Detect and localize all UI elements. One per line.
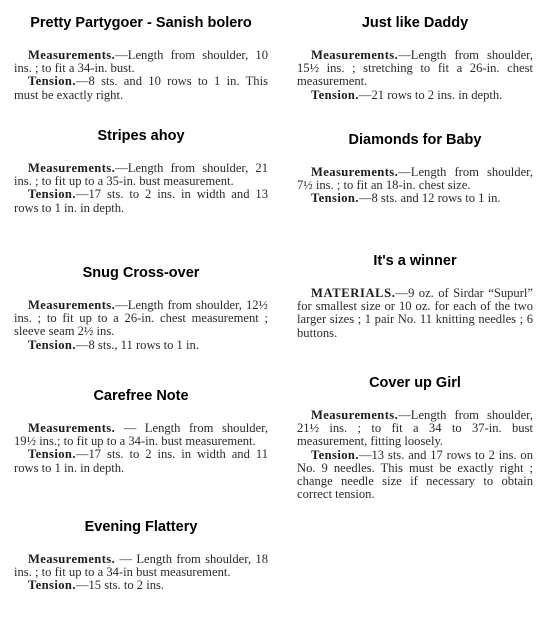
tension-text: —8 sts. and 10 rows to 1 in. This must be exactly right. — [14, 74, 268, 102]
tension-text: —8 sts., 11 rows to 1 in. — [75, 337, 199, 352]
pattern-its-a-winner — [297, 252, 533, 340]
measurements-text: —Length from shoulder, 10 ins. ; to fit a 34-in. bust. — [14, 48, 268, 76]
measurements-paragraph — [297, 166, 533, 192]
measurements-term: Measurements. — [311, 48, 399, 62]
measurements-paragraph — [14, 422, 268, 448]
tension-paragraph — [14, 339, 268, 352]
pattern-title: Snug Cross-over — [82, 265, 200, 281]
measurements-term: Measurements. — [28, 161, 116, 175]
tension-paragraph — [14, 188, 268, 214]
pattern-cover-up-girl — [297, 374, 533, 501]
tension-text: —17 sts. to 2 ins. in width and 11 rows to 1 in. in depth. — [14, 447, 268, 475]
materials-paragraph — [297, 287, 533, 340]
pattern-clipping — [14, 299, 268, 352]
tension-term: Tension. — [28, 447, 76, 462]
pattern-title: Pretty Partygoer - Sanish bolero — [30, 15, 252, 31]
tension-term: Tension. — [311, 191, 359, 206]
pattern-title: It's a winner — [373, 253, 457, 269]
measurements-paragraph — [297, 49, 533, 89]
tension-term: Tension. — [311, 87, 359, 102]
tension-term: Tension. — [28, 74, 76, 89]
measurements-term: Measurements. — [311, 165, 399, 179]
measurements-paragraph — [14, 299, 268, 339]
pattern-title: Stripes ahoy — [97, 128, 185, 144]
tension-text: —8 sts. and 12 rows to 1 in. — [358, 191, 501, 206]
tension-paragraph — [14, 579, 268, 592]
measurements-text: —Length from shoulder, 7½ ins. ; to fit an 18-in. chest size. — [297, 165, 533, 193]
pattern-clipping — [297, 409, 533, 501]
measurements-text: —Length from shoulder, 12½ ins. ; to fit up to a 26-in. chest measurement ; sleeve seam 2½ ins. — [14, 298, 268, 339]
tension-text: —15 sts. to 2 ins. — [75, 578, 165, 593]
pattern-clipping — [297, 287, 533, 340]
pattern-carefree-note — [14, 387, 268, 475]
materials-term: MATERIALS. — [311, 286, 396, 300]
pattern-clipping — [297, 49, 533, 102]
measurements-paragraph — [297, 409, 533, 449]
measurements-text: —Length from shoulder, 21 ins. ; to fit up to a 35-in. bust measurement. — [14, 161, 268, 189]
materials-text: —9 oz. of Sirdar “Supurl” for smallest size or 10 oz. for each of the two larger sizes ; 1 pair No. 11 knitting needles ; 6 buttons. — [297, 286, 533, 340]
pattern-snug-cross-over — [14, 264, 268, 352]
pattern-diamonds-for-baby — [297, 131, 533, 206]
measurements-paragraph — [14, 162, 268, 188]
tension-paragraph — [14, 448, 268, 474]
tension-text: —21 rows to 2 ins. in depth. — [358, 87, 503, 102]
measurements-text: — Length from shoulder, 18 ins. ; to fit up to a 34-in bust measurement. — [14, 552, 268, 580]
pattern-evening-flattery — [14, 518, 268, 593]
measurements-term: Measurements. — [28, 298, 116, 312]
pattern-clipping — [14, 422, 268, 475]
measurements-paragraph — [14, 553, 268, 579]
measurements-term: Measurements. — [28, 552, 116, 566]
measurements-term: Measurements. — [311, 408, 399, 422]
pattern-clipping — [14, 553, 268, 593]
measurements-text: — Length from shoulder, 19½ ins.; to fit up to a 34-in. bust measurement. — [14, 421, 268, 449]
measurements-term: Measurements. — [28, 421, 116, 435]
measurements-text: —Length from shoulder, 21½ ins. ; to fit a 34 to 37-in. bust measurement, fitting loosely. — [297, 408, 533, 449]
tension-paragraph — [297, 192, 533, 205]
tension-paragraph — [297, 449, 533, 502]
pattern-title: Evening Flattery — [84, 519, 198, 535]
pattern-title: Carefree Note — [93, 388, 189, 404]
measurements-text: —Length from shoulder, 15½ ins. ; stretching to fit a 26-in. chest measurement. — [297, 48, 533, 89]
pattern-title: Diamonds for Baby — [348, 132, 482, 148]
tension-text: —17 sts. to 2 ins. in width and 13 rows to 1 in. in depth. — [14, 187, 268, 215]
tension-paragraph — [14, 75, 268, 101]
pattern-stripes-ahoy — [14, 127, 268, 215]
tension-paragraph — [297, 89, 533, 102]
measurements-paragraph — [14, 49, 268, 75]
pattern-clipping — [14, 162, 268, 215]
pattern-clipping — [14, 49, 268, 102]
pattern-title: Just like Daddy — [361, 15, 469, 31]
measurements-term: Measurements. — [28, 48, 116, 62]
tension-term: Tension. — [311, 447, 359, 462]
pattern-clipping — [297, 166, 533, 206]
tension-text: —13 sts. and 17 rows to 2 ins. on No. 9 needles. This must be exactly right ; change needle size if necessary to obtain correct tension. — [297, 447, 533, 502]
tension-term: Tension. — [28, 337, 76, 352]
tension-term: Tension. — [28, 578, 76, 593]
pattern-title: Cover up Girl — [369, 375, 461, 391]
pattern-just-like-daddy — [297, 14, 533, 102]
tension-term: Tension. — [28, 187, 76, 202]
pattern-pretty-partygoer — [14, 14, 268, 102]
